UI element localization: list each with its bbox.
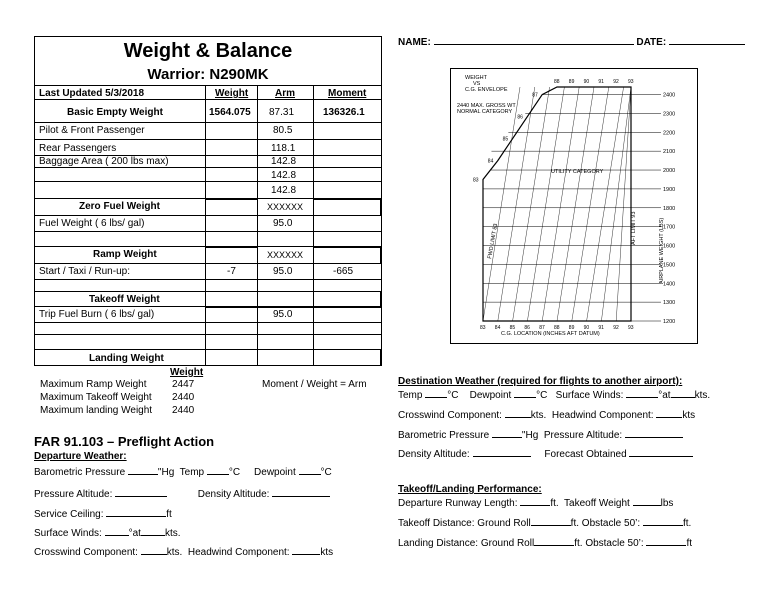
taxi-weight: -7 [227, 266, 236, 277]
takeoff-moment-box[interactable] [313, 291, 381, 308]
chart-aft-limit: AFT LIMIT 93 [631, 211, 637, 245]
pilot-label: Pilot & Front Passenger [39, 125, 145, 136]
weight-tick-label: 1800 [663, 205, 676, 212]
extra-arm-1: 142.8 [271, 170, 297, 181]
arm-formula: Moment / Weight = Arm [262, 379, 367, 390]
fuel-arm: 95.0 [273, 218, 293, 229]
perf-line-3: Landing Distance: Ground Roll ft. Obstacle 50’: ft [398, 538, 693, 549]
cg-bottom-tick-label: 87 [539, 325, 545, 331]
dep-pa-field[interactable] [115, 495, 167, 497]
chart-normal-label: NORMAL CATEGORY [457, 109, 513, 115]
dest-hwind-field[interactable] [656, 416, 682, 418]
landing-weight-label: Landing Weight [89, 353, 164, 364]
rear-pax-label: Rear Passengers [39, 143, 117, 154]
weight-tick-label: 1900 [663, 186, 676, 193]
envelope-outline [483, 87, 631, 321]
cg-top-tick-label: 92 [613, 79, 619, 85]
chart-y-axis-label: AIRPLANE WEIGHT (LBS) [659, 217, 665, 284]
weight-tick-label: 1500 [663, 262, 676, 269]
cg-side-tick-label: 85 [502, 136, 509, 143]
takeoff-arm-box[interactable] [257, 291, 314, 308]
runway-length-field[interactable] [520, 504, 550, 506]
takeoff-weight-box[interactable] [205, 291, 258, 308]
weight-tick-label: 2200 [663, 130, 676, 137]
cg-bottom-tick-label: 86 [524, 325, 530, 331]
weight-tick-label: 1600 [663, 243, 676, 250]
departure-line-3: Service Ceiling: ft [34, 509, 172, 520]
chart-utility-label: UTILITY CATEGORY [551, 169, 604, 175]
dep-wind-spd-field[interactable] [141, 534, 165, 536]
far-title: FAR 91.103 – Preflight Action [34, 434, 215, 449]
cg-bottom-tick-label: 91 [598, 325, 604, 331]
perf-line-1: Departure Runway Length: ft. Takeoff Weight lbs [398, 498, 674, 509]
dep-xwind-field[interactable] [141, 553, 167, 555]
dest-line-2: Crosswind Component: kts. Headwind Component: kts [398, 410, 696, 421]
aircraft-subtitle: Warrior: N290MK [147, 66, 269, 83]
weight-tick-label: 1700 [663, 224, 676, 231]
chart-title-line3: C.G. ENVELOPE [465, 87, 508, 93]
cg-bottom-tick-label: 92 [613, 325, 619, 331]
zero-fuel-label: Zero Fuel Weight [79, 201, 160, 212]
col-weight: Weight [215, 88, 249, 99]
cg-bottom-tick-label: 84 [494, 325, 501, 331]
cg-gridline [601, 87, 631, 321]
zero-fuel-weight-box[interactable] [205, 199, 258, 216]
cg-side-tick-label: 87 [532, 92, 538, 99]
fuel-weight-label: Fuel Weight ( 6 lbs/ gal) [39, 218, 145, 229]
name-row: NAME: DATE: [398, 37, 745, 48]
taxi-moment: -665 [333, 266, 354, 277]
cg-top-tick-label: 90 [583, 79, 590, 85]
pilot-arm: 80.5 [273, 125, 293, 136]
cg-side-tick-label: 83 [473, 177, 479, 184]
max-ramp-value: 2447 [172, 379, 195, 390]
dest-temp-field[interactable] [425, 396, 447, 398]
dest-da-field[interactable] [473, 455, 531, 457]
ramp-weight-box[interactable] [205, 247, 258, 264]
cg-bottom-tick-label: 93 [628, 325, 634, 331]
destination-weather-heading: Destination Weather (required for flights to another airport): [398, 376, 683, 387]
to-ground-roll-field[interactable] [531, 524, 571, 526]
dest-wind-dir-field[interactable] [626, 396, 658, 398]
cg-gridline [513, 87, 550, 321]
chart-x-axis-label: C.G. LOCATION (INCHES AFT DATUM) [501, 331, 600, 337]
max-takeoff-label: Maximum Takeoff Weight [40, 392, 152, 403]
cg-top-tick-label: 89 [568, 79, 575, 85]
cg-gridline [557, 87, 594, 321]
dep-da-field[interactable] [272, 495, 330, 497]
col-moment: Moment [328, 88, 367, 99]
departure-line-2: Pressure Altitude: Density Altitude: [34, 489, 330, 500]
last-updated: Last Updated 5/3/2018 [39, 88, 145, 99]
cg-gridline [498, 87, 535, 321]
cg-gridline [616, 87, 631, 321]
ramp-weight-label: Ramp Weight [93, 249, 157, 260]
cg-bottom-tick-label: 85 [509, 325, 516, 331]
zero-fuel-arm: XXXXXX [267, 202, 304, 212]
limits-weight-header: Weight [170, 367, 204, 378]
ramp-arm: XXXXXX [267, 250, 304, 260]
basic-empty-arm: 87.31 [269, 107, 295, 118]
dest-line-1: Temp °C Dewpoint °C Surface Winds: °at kts. [398, 390, 711, 401]
weight-tick-label: 2100 [663, 149, 676, 156]
ld-ground-roll-field[interactable] [534, 544, 574, 546]
weight-tick-label: 1200 [663, 319, 676, 325]
taxi-arm: 95.0 [273, 266, 293, 277]
taxi-label: Start / Taxi / Run-up: [39, 266, 130, 277]
basic-empty-moment: 136326.1 [323, 107, 365, 118]
ceiling-field[interactable] [106, 515, 166, 517]
to-obstacle-field[interactable] [643, 524, 683, 526]
chart-title-line1: WEIGHT [465, 75, 487, 81]
takeoff-weight-field[interactable] [633, 504, 661, 506]
perf-line-2: Takeoff Distance: Ground Roll ft. Obstacle 50’: ft. [398, 518, 692, 529]
landing-moment-box[interactable] [313, 349, 381, 366]
extra-arm-2: 142.8 [271, 185, 297, 196]
cg-gridline [483, 87, 520, 321]
max-takeoff-value: 2440 [172, 392, 195, 403]
chart-fwd-limit: FWD LIMIT 83 [487, 223, 500, 260]
cg-bottom-tick-label: 89 [568, 325, 575, 331]
weight-tick-label: 2400 [663, 92, 676, 99]
page-title: Weight & Balance [123, 40, 293, 62]
cg-bottom-tick-label: 88 [554, 325, 560, 331]
dep-baro-field[interactable] [128, 473, 158, 475]
landing-arm-box[interactable] [257, 349, 314, 366]
takeoff-weight-label: Takeoff Weight [89, 294, 160, 305]
ramp-moment-box[interactable] [313, 247, 381, 264]
chart-title-line2: VS [473, 81, 481, 87]
basic-empty-weight: 1564.075 [209, 107, 251, 118]
forecast-field[interactable] [629, 455, 693, 457]
col-arm: Arm [275, 88, 296, 99]
dest-pa-field[interactable] [625, 436, 683, 438]
weight-tick-label: 2300 [663, 111, 676, 118]
departure-line-4: Surface Winds: °at kts. [34, 528, 181, 539]
dest-baro-field[interactable] [492, 436, 522, 438]
name-field[interactable] [434, 43, 634, 45]
dep-wind-dir-field[interactable] [105, 534, 129, 536]
dep-temp-field[interactable] [207, 473, 229, 475]
dest-line-4: Density Altitude: Forecast Obtained [398, 449, 693, 460]
cg-top-tick-label: 91 [598, 79, 604, 85]
zero-fuel-moment-box[interactable] [313, 199, 381, 216]
dep-hwind-field[interactable] [292, 553, 320, 555]
rear-pax-arm: 118.1 [271, 143, 296, 154]
weight-tick-label: 1300 [663, 300, 676, 307]
baggage-label: Baggage Area ( 200 lbs max) [39, 156, 169, 167]
cg-top-tick-label: 93 [628, 79, 634, 85]
baggage-arm: 142.8 [271, 156, 297, 167]
weight-balance-table [34, 36, 382, 366]
cg-side-tick-label: 84 [487, 158, 494, 165]
dest-dew-field[interactable] [514, 396, 536, 398]
trip-fuel-arm: 95.0 [273, 309, 293, 320]
departure-line-5: Crosswind Component: kts. Headwind Component: kts [34, 547, 334, 558]
chart-gross-label: 2440 MAX. GROSS WT [457, 103, 516, 109]
max-landing-label: Maximum landing Weight [40, 405, 153, 416]
dest-wind-spd-field[interactable] [671, 396, 695, 398]
cg-gridline [572, 87, 609, 321]
cg-gridline [527, 87, 564, 321]
max-landing-value: 2440 [172, 405, 195, 416]
cg-envelope-chart [450, 68, 698, 344]
max-ramp-label: Maximum Ramp Weight [40, 379, 147, 390]
departure-line-1: Barometric Pressure "Hg Temp °C Dewpoint °C [34, 467, 332, 478]
basic-empty-label: Basic Empty Weight [67, 107, 163, 118]
weight-tick-label: 2000 [663, 168, 676, 175]
trip-fuel-label: Trip Fuel Burn ( 6 lbs/ gal) [39, 309, 155, 320]
cg-envelope-svg [451, 69, 697, 343]
dest-xwind-field[interactable] [505, 416, 531, 418]
dest-line-3: Barometric Pressure "Hg Pressure Altitude: [398, 430, 683, 441]
dep-dew-field[interactable] [299, 473, 321, 475]
landing-weight-box[interactable] [205, 349, 258, 366]
departure-weather-heading: Departure Weather: [34, 451, 127, 462]
cg-bottom-tick-label: 90 [583, 325, 590, 331]
weight-tick-label: 1400 [663, 281, 676, 288]
cg-bottom-tick-label: 83 [480, 325, 486, 331]
date-field[interactable] [669, 43, 745, 45]
cg-gridline [587, 87, 624, 321]
ld-obstacle-field[interactable] [646, 544, 686, 546]
cg-gridline [542, 87, 579, 321]
cg-side-tick-label: 86 [517, 114, 523, 121]
performance-heading: Takeoff/Landing Performance: [398, 484, 542, 495]
cg-top-tick-label: 88 [554, 79, 560, 85]
